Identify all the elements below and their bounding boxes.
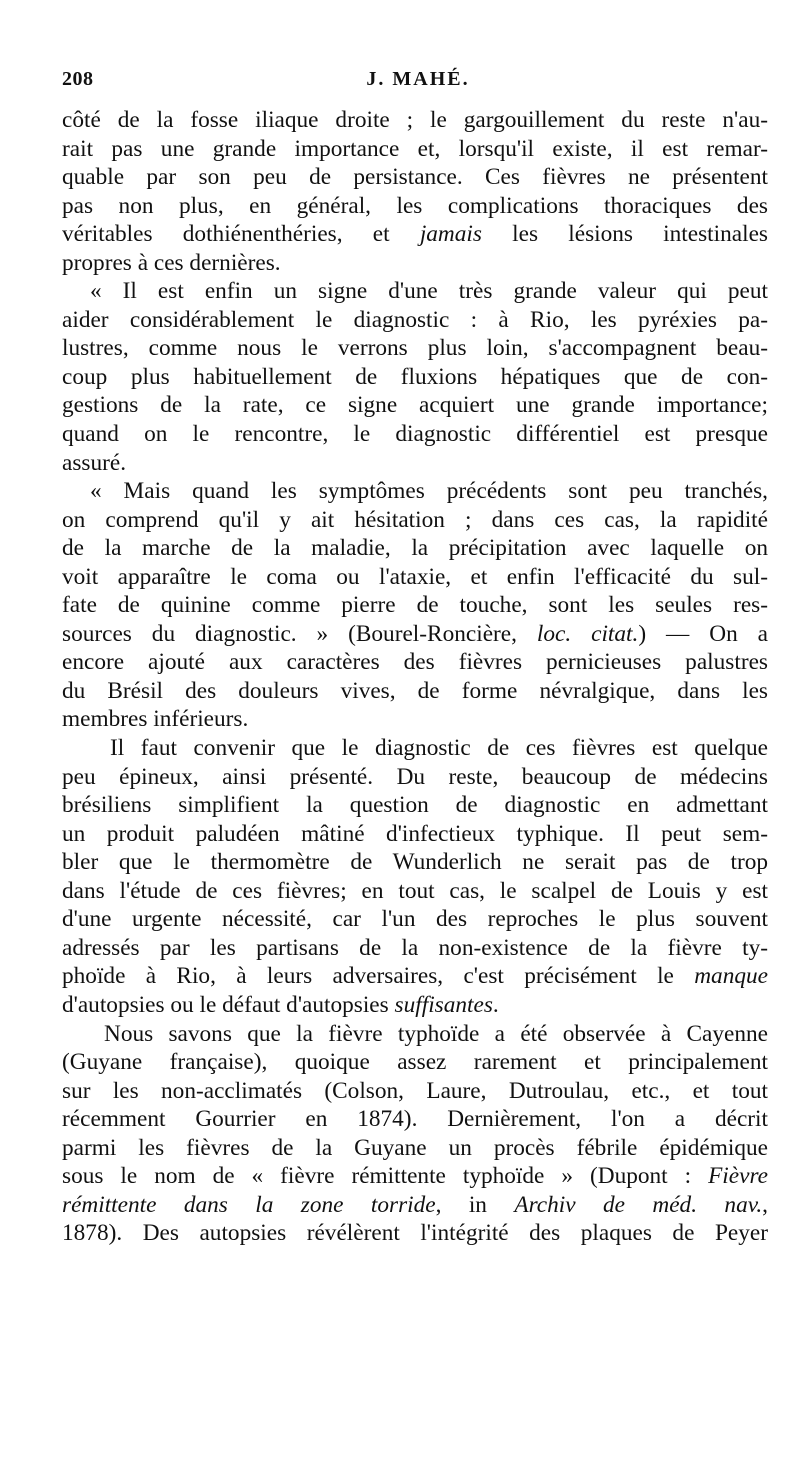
text-line: phoïde à Rio, à leurs adversaires, c'est précisément le manque [62, 963, 768, 990]
text-line: gestions de la rate, ce signe acquiert une grande importance; [62, 392, 768, 419]
text-line: fate de quinine comme pierre de touche, sont les seules res- [62, 592, 768, 619]
text-line: sur les non-acclimatés (Colson, Laure, Dutroulau, etc., et tout [62, 1077, 768, 1104]
text-line: lustres, comme nous le verrons plus loin, s'accompagnent beau- [62, 335, 768, 362]
text-line: Nous savons que la fièvre typhoïde a été observée à Cayenne [104, 1020, 768, 1047]
text-line: adressés par les partisans de la non-existence de la fièvre ty- [62, 934, 768, 961]
text-line: Il faut convenir que le diagnostic de ces fièvres est quelque [110, 735, 768, 762]
text-line: quand on le rencontre, le diagnostic différentiel est presque [62, 421, 768, 448]
text-line: rait pas une grande importance et, lorsqu'il existe, il est remar- [62, 135, 768, 162]
body-text [62, 106, 768, 1248]
text-line: voit apparaître le coma ou l'ataxie, et enfin l'efficacité du sul- [62, 563, 768, 590]
text-line: quable par son peu de persistance. Ces fièvres ne présentent [62, 164, 768, 191]
text-line: d'autopsies ou le défaut d'autopsies suffisantes. [62, 991, 499, 1018]
text-line: de la marche de la maladie, la précipitation avec laquelle on [62, 535, 768, 562]
text-line: « Il est enfin un signe d'une très grande valeur qui peut [90, 278, 768, 305]
text-line: sous le nom de « fièvre rémittente typhoïde » (Dupont : Fièvre [62, 1163, 768, 1190]
text-line: un produit paludéen mâtiné d'infectieux typhique. Il peut sem- [62, 820, 768, 847]
text-line: encore ajouté aux caractères des fièvres pernicieuses palustres [62, 649, 768, 676]
running-head: J. MAHÉ. [366, 68, 470, 90]
page-number: 208 [62, 68, 94, 90]
text-line: 1878). Des autopsies révélèrent l'intégrité des plaques de Peyer [62, 1220, 768, 1247]
text-line: parmi les fièvres de la Guyane un procès fébrile épidémique [62, 1134, 768, 1161]
text-line: coup plus habituellement de fluxions hépatiques que de con- [62, 363, 768, 390]
text-line: membres inférieurs. [62, 706, 249, 733]
text-line: récemment Gourrier en 1874). Dernièrement, l'on a décrit [62, 1106, 768, 1133]
text-line: d'une urgente nécessité, car l'un des reproches le plus souvent [62, 906, 768, 933]
text-line: propres à ces dernières. [62, 249, 281, 276]
text-line: dans l'étude de ces fièvres; en tout cas, le scalpel de Louis y est [62, 877, 768, 904]
text-line: bler que le thermomètre de Wunderlich ne serait pas de trop [62, 849, 768, 876]
text-line: assuré. [62, 449, 127, 476]
text-line: brésiliens simplifient la question de diagnostic en admettant [62, 792, 768, 819]
text-line: « Mais quand les symptômes précédents sont peu tranchés, [90, 478, 768, 505]
text-line: on comprend qu'il y ait hésitation ; dans ces cas, la rapidité [62, 506, 768, 533]
text-line: (Guyane française), quoique assez rarement et principalement [62, 1049, 768, 1076]
text-line: rémittente dans la zone torride, in Archiv de méd. nav., [62, 1191, 768, 1218]
page-header [62, 68, 774, 102]
text-line: peu épineux, ainsi présenté. Du reste, beaucoup de médecins [62, 763, 768, 790]
text-line: pas non plus, en général, les complications thoraciques des [62, 192, 768, 219]
text-line: sources du diagnostic. » (Bourel-Roncière, loc. citat.) — On a [62, 620, 769, 647]
text-line: véritables dothiénenthéries, et jamais les lésions intestinales [62, 221, 768, 248]
text-line: aider considérablement le diagnostic : à Rio, les pyréxies pa- [62, 306, 768, 333]
text-line: du Brésil des douleurs vives, de forme névralgique, dans les [62, 677, 768, 704]
text-line: côté de la fosse iliaque droite ; le gargouillement du reste n'au- [62, 107, 768, 133]
